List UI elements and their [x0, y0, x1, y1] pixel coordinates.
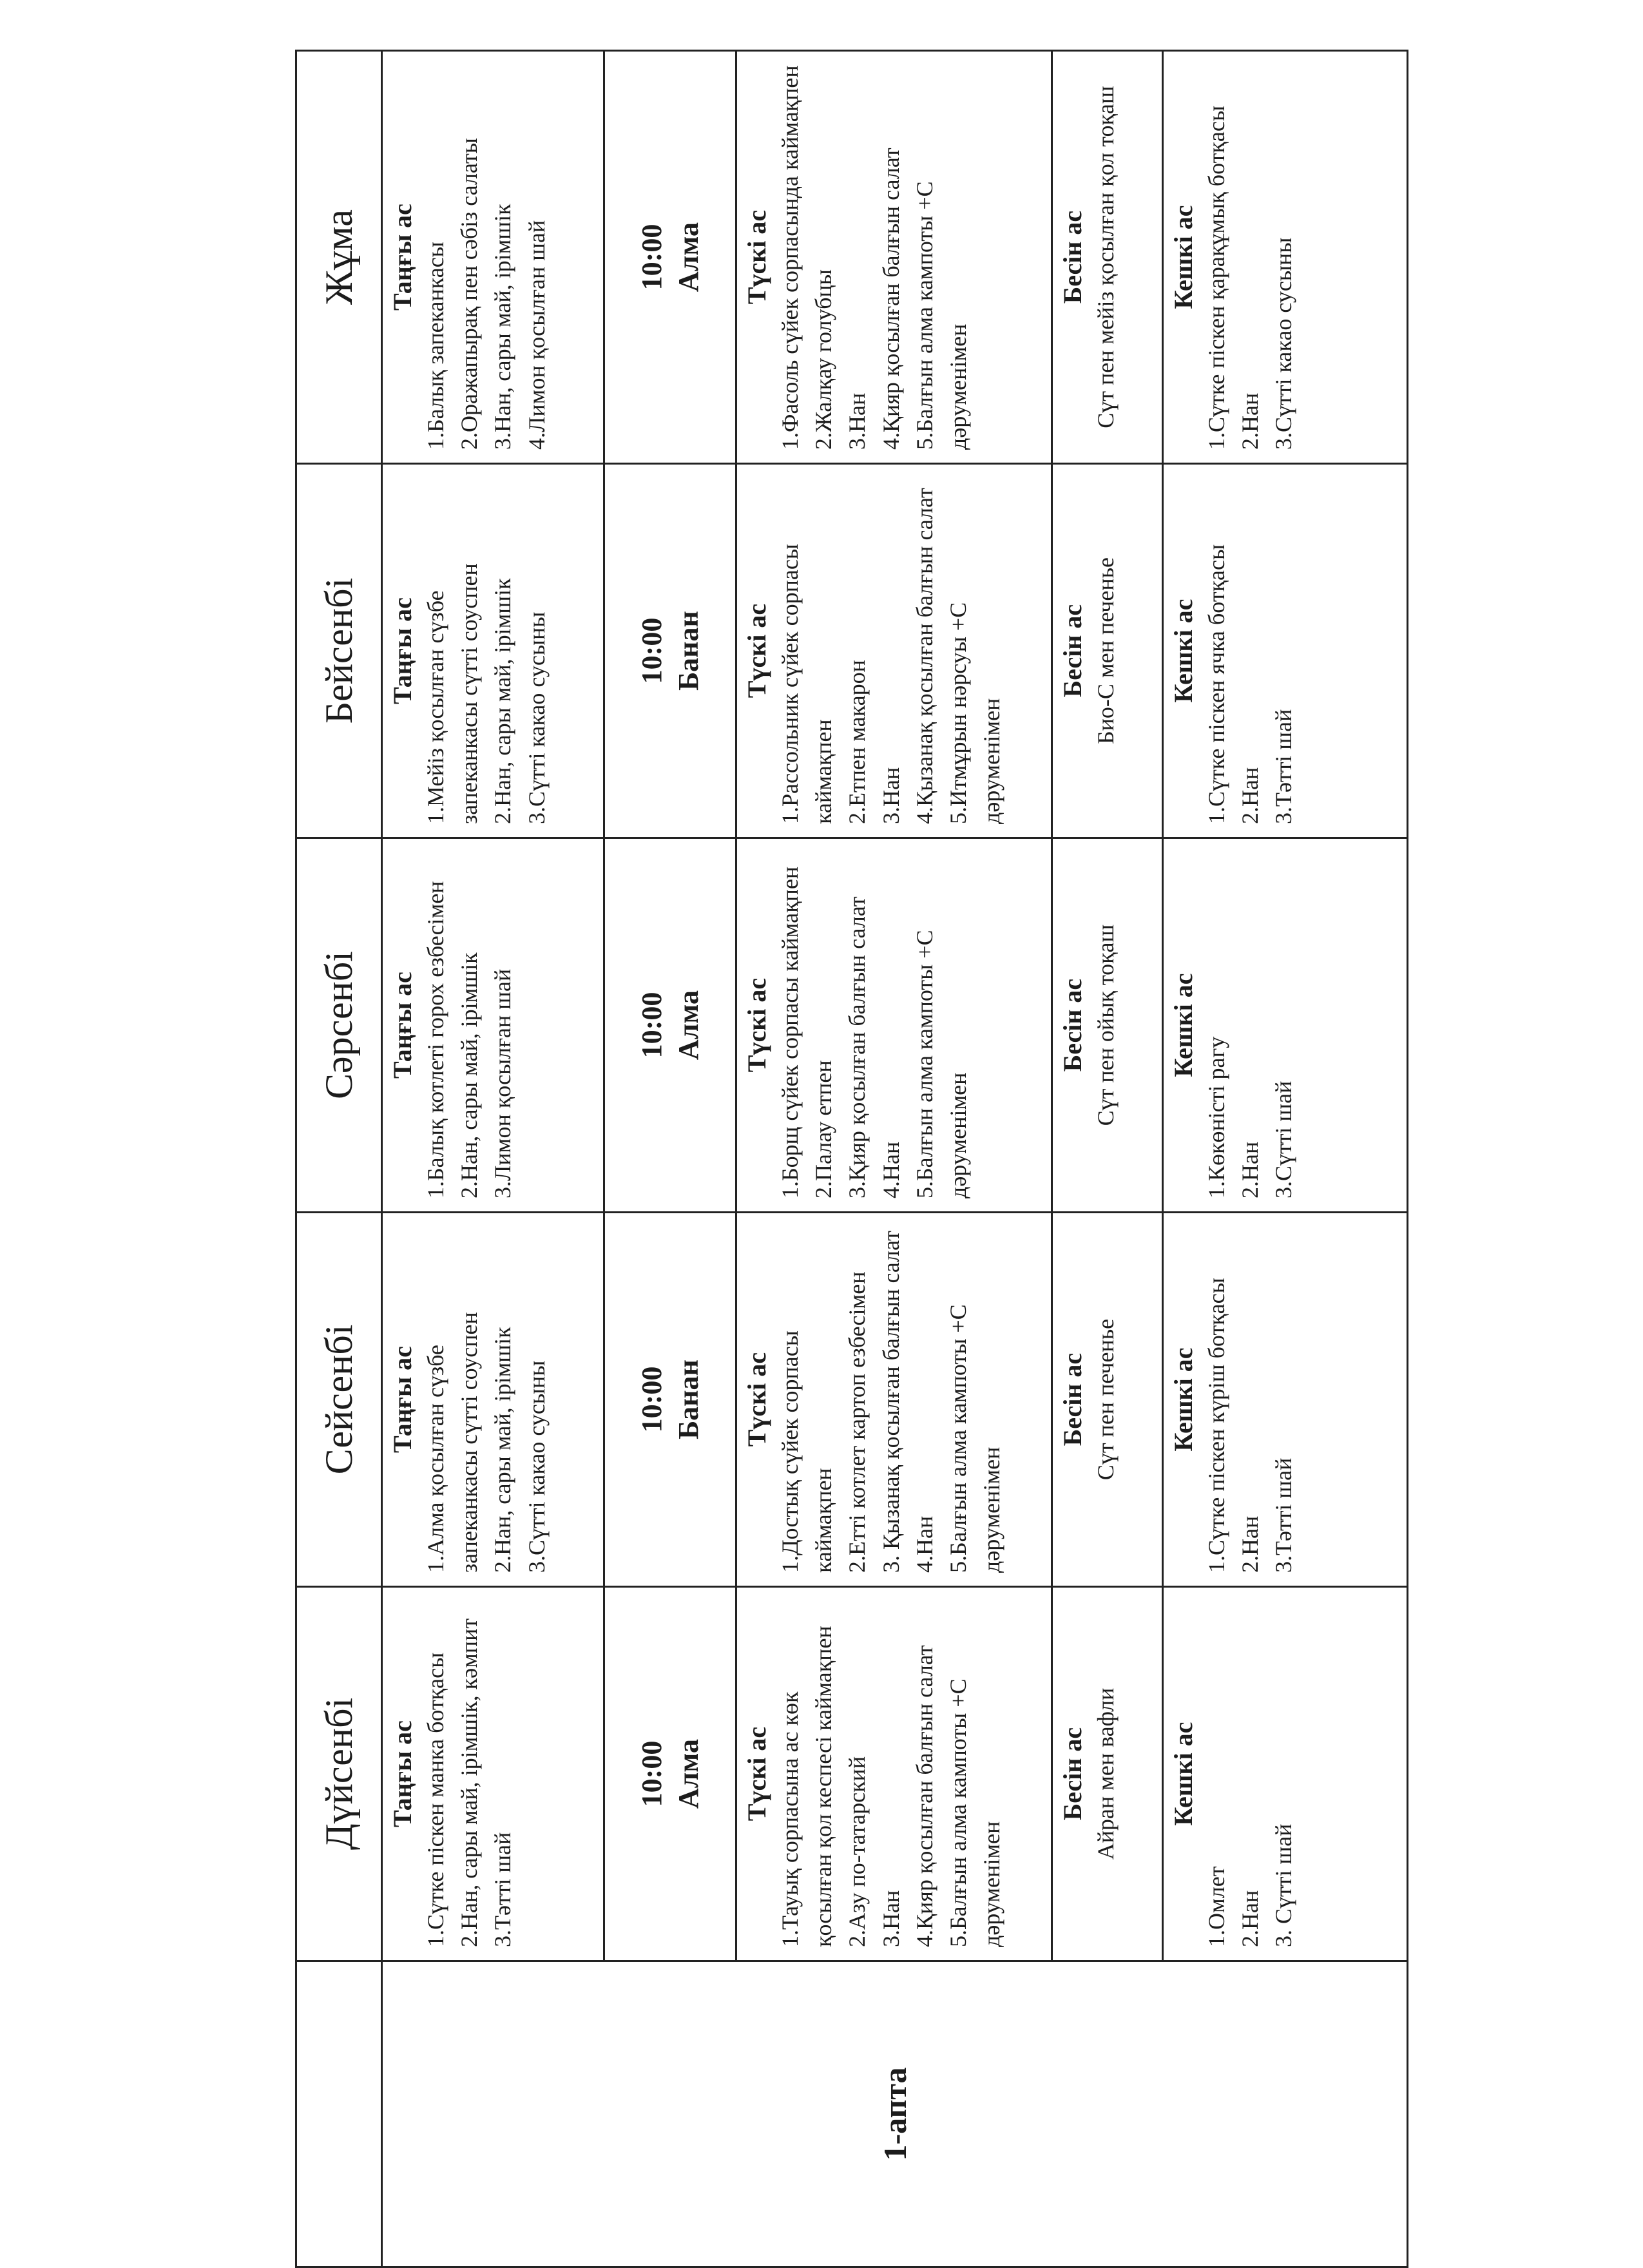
- menu-item: 1.Сүтке піскен қарақұмық ботқасы: [1204, 105, 1229, 450]
- meal-title: Түскі ас: [742, 1352, 771, 1447]
- menu-item: 3.Нан: [844, 392, 870, 450]
- menu-item: 1.Борщ сүйек сорпасы каймақпен: [777, 866, 803, 1198]
- menu-item: 2.Нан: [1237, 1141, 1263, 1198]
- snack-time: 10:00: [635, 1366, 668, 1433]
- menu-item: 3.Нан: [878, 1890, 904, 1947]
- menu-item: 1.Көкөністі рагу: [1204, 1036, 1229, 1198]
- menu-item: 1.Достық сүйек сорпасы каймақпен: [777, 1331, 837, 1573]
- snack-time: 10:00: [635, 992, 668, 1059]
- meal-title: Бесін ас: [1058, 978, 1087, 1072]
- meal-title: Таңғы ас: [388, 597, 417, 704]
- menu-item: 3.Нан: [878, 767, 904, 824]
- lunch-cell: [736, 51, 1052, 464]
- menu-item: 3.Нан, сары май, ірімшік: [490, 204, 516, 450]
- snack-cell: [604, 51, 736, 464]
- menu-item: 2.Оражапырақ пен сәбіз салаты: [456, 138, 483, 450]
- menu-item: 1.Сүтке піскен манка ботқасы: [423, 1652, 448, 1947]
- menu-item: 2.Нан, сары май, ірімшік: [456, 952, 483, 1198]
- afternoon-cell: [1052, 1587, 1163, 1961]
- menu-item: 3.Лимон қосылған шай: [490, 968, 516, 1198]
- meal-title: Түскі ас: [742, 1726, 771, 1821]
- snack-cell: [604, 464, 736, 838]
- menu-item: 4.Лимон қосылған шай: [523, 220, 550, 450]
- day-header: Бейсенбі: [296, 464, 382, 838]
- meal-title: Кешкі ас: [1169, 1347, 1198, 1452]
- meal-title: Бесін ас: [1058, 1352, 1087, 1446]
- meal-title: Бесін ас: [1058, 210, 1087, 304]
- menu-item: 1.Алма қосылған сүзбе запеканкасы сүтті соуспен: [423, 1312, 483, 1573]
- day-header: Сейсенбі: [296, 1213, 382, 1587]
- menu-item: 3.Тәтті шай: [490, 1832, 516, 1947]
- lunch-cell: [736, 1213, 1052, 1587]
- meal-title: Кешкі ас: [1169, 599, 1198, 703]
- snack-time: 10:00: [635, 1740, 668, 1807]
- menu-item: 1.Сүтке піскен ячка ботқасы: [1204, 544, 1229, 824]
- menu-item: Сүт пен мейіз қосылған қол тоқаш: [1093, 86, 1119, 428]
- menu-item: 2.Нан: [1237, 1890, 1263, 1947]
- dinner-cell: [1163, 838, 1408, 1213]
- breakfast-cell: [382, 1587, 604, 1961]
- menu-item: 3.Тәтті шай: [1271, 1457, 1297, 1573]
- day-header: Сәрсенбі: [296, 838, 382, 1213]
- dinner-cell: [1163, 51, 1408, 464]
- menu-item: 2.Нан, сары май, ірімшік: [490, 1327, 516, 1573]
- snack-item: Алма: [673, 1738, 704, 1809]
- meal-title: Түскі ас: [742, 209, 771, 305]
- meal-title: Түскі ас: [742, 977, 771, 1073]
- menu-item: 2.Нан: [1237, 392, 1263, 450]
- afternoon-row: [1052, 51, 1163, 2267]
- snack-time: 10:00: [635, 224, 668, 291]
- meal-title: Бесін ас: [1058, 604, 1087, 698]
- menu-item: 3.Сүтті какао сусыны: [523, 1360, 550, 1573]
- lunch-cell: [736, 464, 1052, 838]
- menu-item: 2.Етті котлет картоп езбесімен: [844, 1271, 870, 1573]
- breakfast-cell: [382, 51, 604, 464]
- menu-item: 2.Нан, сары май, ірімшік, кәмпит: [456, 1618, 483, 1947]
- menu-item: 3.Қияр қосылған балғын салат: [844, 896, 870, 1198]
- afternoon-cell: [1052, 1213, 1163, 1587]
- meal-title: Таңғы ас: [388, 1346, 417, 1453]
- header-row: [296, 51, 382, 2267]
- snack-item: Банан: [673, 611, 704, 691]
- afternoon-cell: [1052, 51, 1163, 464]
- menu-item: 3. Сүтті шай: [1271, 1823, 1297, 1947]
- corner-cell: [296, 1961, 382, 2267]
- menu-item: 3.Сүтті какао сусыны: [1271, 237, 1297, 450]
- breakfast-cell: [382, 838, 604, 1213]
- meal-title: Таңғы ас: [388, 972, 417, 1079]
- rotated-page: [295, 52, 1405, 2268]
- dinner-cell: [1163, 1587, 1408, 1961]
- menu-item: 1.Мейіз қосылған сүзбе запеканкасы сүтті соуспен: [423, 563, 483, 824]
- menu-item: 2.Етпен макарон: [844, 660, 870, 824]
- meal-title: Бесін ас: [1058, 1727, 1087, 1821]
- menu-item: Био-С мен печенье: [1093, 557, 1119, 745]
- snack-row: [604, 51, 736, 2267]
- meal-title: Кешкі ас: [1169, 205, 1198, 309]
- menu-item: Сүт пен печенье: [1093, 1318, 1119, 1481]
- menu-item: 2.Азу по-татарский: [844, 1756, 870, 1947]
- menu-item: Айран мен вафли: [1093, 1687, 1119, 1860]
- meal-title: Кешкі ас: [1169, 973, 1198, 1077]
- lunch-cell: [736, 838, 1052, 1213]
- menu-item: 1.Тауық сорпасына ас көк қосылған қол кеспесі каймақпен: [777, 1626, 837, 1947]
- menu-item: 1.Сүтке піскен күріш ботқасы: [1204, 1278, 1229, 1573]
- menu-item: 4.Нан: [878, 1141, 904, 1198]
- breakfast-cell: [382, 1213, 604, 1587]
- snack-cell: [604, 1587, 736, 1961]
- snack-item: Алма: [673, 990, 704, 1061]
- menu-item: 2.Нан: [1237, 1515, 1263, 1573]
- menu-item: 4.Нан: [911, 1515, 937, 1573]
- dinner-cell: [1163, 1213, 1408, 1587]
- menu-item: 1.Рассольник сүйек сорпасы каймақпен: [777, 544, 837, 824]
- menu-item: 5.Балғын алма кампоты +С дәруменімен: [911, 181, 971, 450]
- menu-item: 3.Сүтті какао сусыны: [523, 611, 550, 824]
- menu-item: 1.Фасоль сүйек сорпасында каймақпен: [777, 65, 803, 450]
- menu-item: 5.Балғын алма кампоты +С дәруменімен: [911, 930, 971, 1198]
- weekly-menu-table: [295, 50, 1408, 2268]
- menu-item: Сүт пен ойық тоқаш: [1093, 924, 1119, 1126]
- meal-title: Кешкі ас: [1169, 1722, 1198, 1826]
- menu-item: 1.Балық запеканкасы: [423, 242, 448, 450]
- menu-item: 5.Итмұрын нәрсуы +С дәруменімен: [945, 602, 1005, 824]
- dinner-row: [1163, 51, 1408, 2267]
- meal-title: Түскі ас: [742, 603, 771, 698]
- snack-cell: [604, 1213, 736, 1587]
- snack-item: Алма: [673, 222, 704, 293]
- menu-item: 2.Нан: [1237, 767, 1263, 824]
- breakfast-row: [382, 51, 604, 2267]
- menu-item: 3.Сүтті шай: [1271, 1081, 1297, 1198]
- menu-item: 4.Қияр қосылған балғын салат: [878, 148, 904, 450]
- menu-item: 2.Палау етпен: [811, 1060, 837, 1198]
- menu-item: 2.Жалқау голубцы: [811, 269, 837, 450]
- menu-item: 1.Омлет: [1204, 1866, 1229, 1947]
- meal-title: Таңғы ас: [388, 1720, 417, 1827]
- menu-item: 5.Балғын алма кампоты +С дәруменімен: [945, 1304, 1005, 1573]
- lunch-row: [736, 51, 1052, 2267]
- menu-item: 4.Қияр қосылған балғын салат: [911, 1645, 937, 1947]
- snack-cell: [604, 838, 736, 1213]
- lunch-cell: [736, 1587, 1052, 1961]
- dinner-cell: [1163, 464, 1408, 838]
- afternoon-cell: [1052, 464, 1163, 838]
- afternoon-cell: [1052, 838, 1163, 1213]
- menu-item: 3.Тәтті шай: [1271, 709, 1297, 824]
- menu-item: 5.Балғын алма кампоты +С дәруменімен: [945, 1678, 1005, 1947]
- meal-title: Таңғы ас: [388, 204, 417, 311]
- menu-item: 3. Қызанақ қосылған балғын салат: [878, 1231, 904, 1573]
- breakfast-cell: [382, 464, 604, 838]
- menu-item: 2.Нан, сары май, ірімшік: [490, 578, 516, 824]
- menu-item: 1.Балық котлеті горох езбесімен: [423, 881, 448, 1198]
- week-label: 1-апта: [382, 1961, 1408, 2267]
- day-header: Жұма: [296, 51, 382, 464]
- day-header: Дүйсенбі: [296, 1587, 382, 1961]
- menu-item: 4.Қызанақ қосылған балғын салат: [911, 488, 937, 824]
- snack-time: 10:00: [635, 617, 668, 684]
- snack-item: Банан: [673, 1360, 704, 1439]
